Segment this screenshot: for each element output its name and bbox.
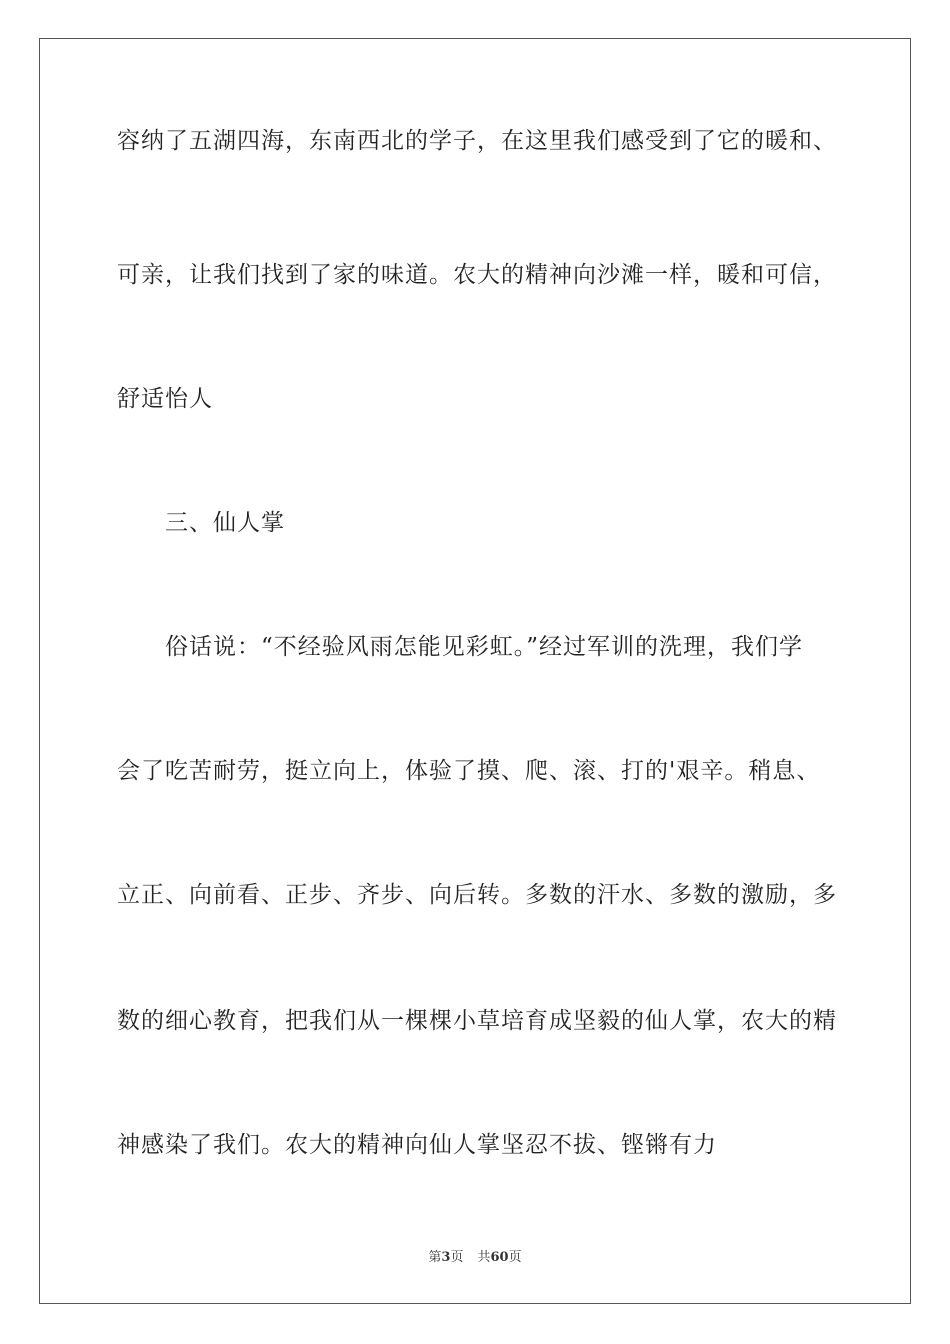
paragraph-line-2: 可亲，让我们找到了家的味道。农大的精神向沙滩一样，暖和可信， — [117, 262, 837, 288]
section-heading: 三、仙人掌 — [165, 510, 285, 536]
page-footer — [0, 1246, 950, 1265]
paragraph-line-7: 数的细心教育，把我们从一棵棵小草培育成坚毅的仙人掌，农大的精 — [117, 1008, 837, 1034]
page-prefix: 第 — [428, 1250, 442, 1265]
page-number: 3 — [441, 1250, 451, 1265]
page-border — [39, 38, 911, 1304]
paragraph-line-8: 神感染了我们。农大的精神向仙人掌坚忍不拔、铿锵有力 — [117, 1132, 717, 1158]
paragraph-line-5: 会了吃苦耐劳，挺立向上，体验了摸、爬、滚、打的'艰辛。稍息、 — [117, 758, 821, 784]
paragraph-line-4: 俗话说：“不经验风雨怎能见彩虹。”经过军训的洗理，我们学 — [165, 634, 804, 660]
total-prefix: 共 — [477, 1250, 491, 1265]
total-pages: 60 — [490, 1250, 509, 1265]
total-suffix: 页 — [508, 1250, 522, 1265]
paragraph-line-3: 舒适怡人 — [117, 386, 213, 412]
page-suffix: 页 — [450, 1250, 464, 1265]
paragraph-line-1: 容纳了五湖四海，东南西北的学子，在这里我们感受到了它的暖和、 — [117, 128, 837, 154]
paragraph-line-6: 立正、向前看、正步、齐步、向后转。多数的汗水、多数的激励，多 — [117, 882, 837, 908]
